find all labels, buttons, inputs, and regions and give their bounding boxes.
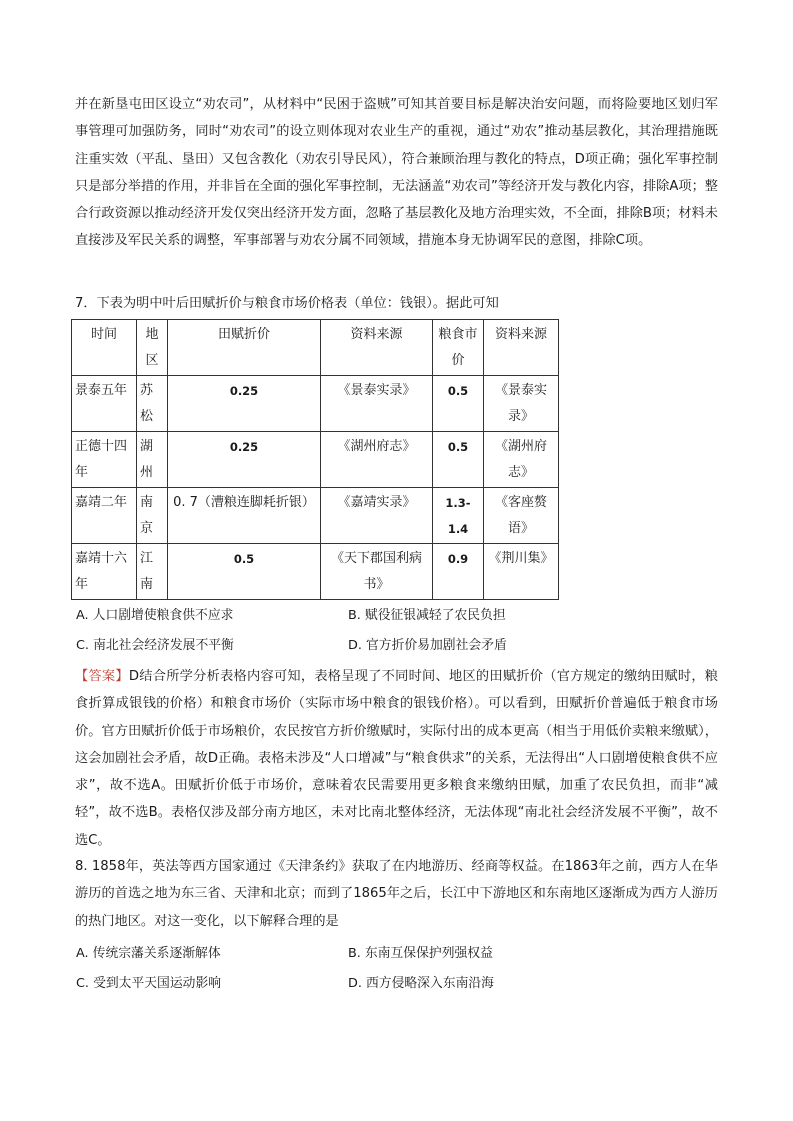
table-cell: 嘉靖二年 xyxy=(72,488,137,544)
table-cell: 《湖州府志》 xyxy=(321,432,433,488)
table-cell: 《嘉靖实录》 xyxy=(321,488,433,544)
answer-text: D结合所学分析表格内容可知，表格呈现了不同时间、地区的田赋折价（官方规定的缴纳田赋时，粮食折算成银钱的价格）和粮食市场价（实际市场中粮食的银钱价格）。可以看到，田赋折价普遍低于粮食市场价。官方田赋折价低于市场粮价，农民按官方折价缴赋时，实际付出的成本更高（相当于用低价卖粮来缴赋），这会加剧社会矛盾，故D正确。表格未涉及“人口增减”与“粮食供求”的关系，无法得出“人口剧增使粮食供不应求”，故不选A。田赋折价低于市场价，意味着农民需要用更多粮食来缴纳田赋，加重了农民负担，而非“减轻”，故不选B。表格仅涉及部分南方地区，未对比南北整体经济，无法体现“南北社会经济发展不平衡”，故不选C。 xyxy=(75,669,718,848)
table-row xyxy=(72,488,559,544)
table-cell: 嘉靖十六年 xyxy=(72,544,137,600)
q7-option-d: D. 官方折价易加剧社会矛盾 xyxy=(348,638,507,653)
q7-option-b: B. 赋役征银减轻了农民负担 xyxy=(348,608,506,623)
q7-option-a: A. 人口剧增使粮食供不应求 xyxy=(76,608,234,623)
header-cell: 粮食市价 xyxy=(433,320,484,376)
table-cell: 正德十四年 xyxy=(72,432,137,488)
q8-option-d: D. 西方侵略深入东南沿海 xyxy=(348,976,494,991)
header-cell: 田赋折价 xyxy=(168,320,321,376)
table-cell: 《湖州府志》 xyxy=(484,432,559,488)
table-cell: 南京 xyxy=(137,488,168,544)
header-cell: 地区 xyxy=(137,320,168,376)
table-cell: 0.9 xyxy=(433,544,484,600)
table-header-row xyxy=(72,320,559,376)
table-row xyxy=(72,432,559,488)
table-cell: 湖州 xyxy=(137,432,168,488)
table-row xyxy=(72,544,559,600)
table-cell: 0.5 xyxy=(433,432,484,488)
table-cell: 《客座赘语》 xyxy=(484,488,559,544)
table-cell: 1.3-1.4 xyxy=(433,488,484,544)
table-cell: 《天下郡国利病书》 xyxy=(321,544,433,600)
header-cell: 资料来源 xyxy=(321,320,433,376)
table-cell: 《景泰实录》 xyxy=(321,376,433,432)
table-cell: 0.5 xyxy=(168,544,321,600)
table-cell: 0.25 xyxy=(168,432,321,488)
answer-tag: 【答案】 xyxy=(75,669,129,684)
header-cell: 资料来源 xyxy=(484,320,559,376)
table-cell: 苏松 xyxy=(137,376,168,432)
price-table xyxy=(71,319,559,600)
q7-answer xyxy=(75,663,718,854)
table-cell: 0.25 xyxy=(168,376,321,432)
q8-option-b: B. 东南互保保护列强权益 xyxy=(348,946,493,961)
q8-option-c: C. 受到太平天国运动影响 xyxy=(76,976,222,991)
table-cell: 景泰五年 xyxy=(72,376,137,432)
table-cell: 0. 7（漕粮连脚耗折银） xyxy=(168,488,321,544)
table-cell: 江南 xyxy=(137,544,168,600)
question-8-stem: 8. 1858年，英法等西方国家通过《天津条约》获取了在内地游历、经商等权益。在1863年之前，西方人在华游历的首选之地为东三省、天津和北京；而到了1865年之后，长江中下游地区和东南地区逐渐成为西方人游历的热门地区。对这一变化，以下解释合理的是 xyxy=(75,859,718,929)
previous-explanation: 并在新垦屯田区设立“劝农司”，从材料中“民困于盗贼”可知其首要目标是解决治安问题，而将险要地区划归军事管理可加强防务，同时“劝农司”的设立则体现对农业生产的重视，通过“劝农”推动基层教化，其治理措施既注重实效（平乱、垦田）又包含教化（劝农引导民风），符合兼顾治理与教化的特点，D项正确；强化军事控制只是部分举措的作用，并非旨在全面的强化军事控制，无法涵盖“劝农司”等经济开发与教化内容，排除A项；整合行政资源以推动经济开发仅突出经济开发方面，忽略了基层教化及地方治理实效，不全面，排除B项；材料未直接涉及军民关系的调整，军事部署与劝农分属不同领域，措施本身无协调军民的意图，排除C项。 xyxy=(75,97,718,249)
table-row xyxy=(72,376,559,432)
header-cell: 时间 xyxy=(72,320,137,376)
table-cell: 0.5 xyxy=(433,376,484,432)
table-cell: 《荆川集》 xyxy=(484,544,559,600)
q7-option-c: C. 南北社会经济发展不平衡 xyxy=(76,638,234,653)
q8-option-a: A. 传统宗藩关系逐渐解体 xyxy=(76,946,221,961)
question-7-stem: 7．下表为明中叶后田赋折价与粮食市场价格表（单位：钱银）。据此可知 xyxy=(75,296,499,311)
table-cell: 《景泰实录》 xyxy=(484,376,559,432)
